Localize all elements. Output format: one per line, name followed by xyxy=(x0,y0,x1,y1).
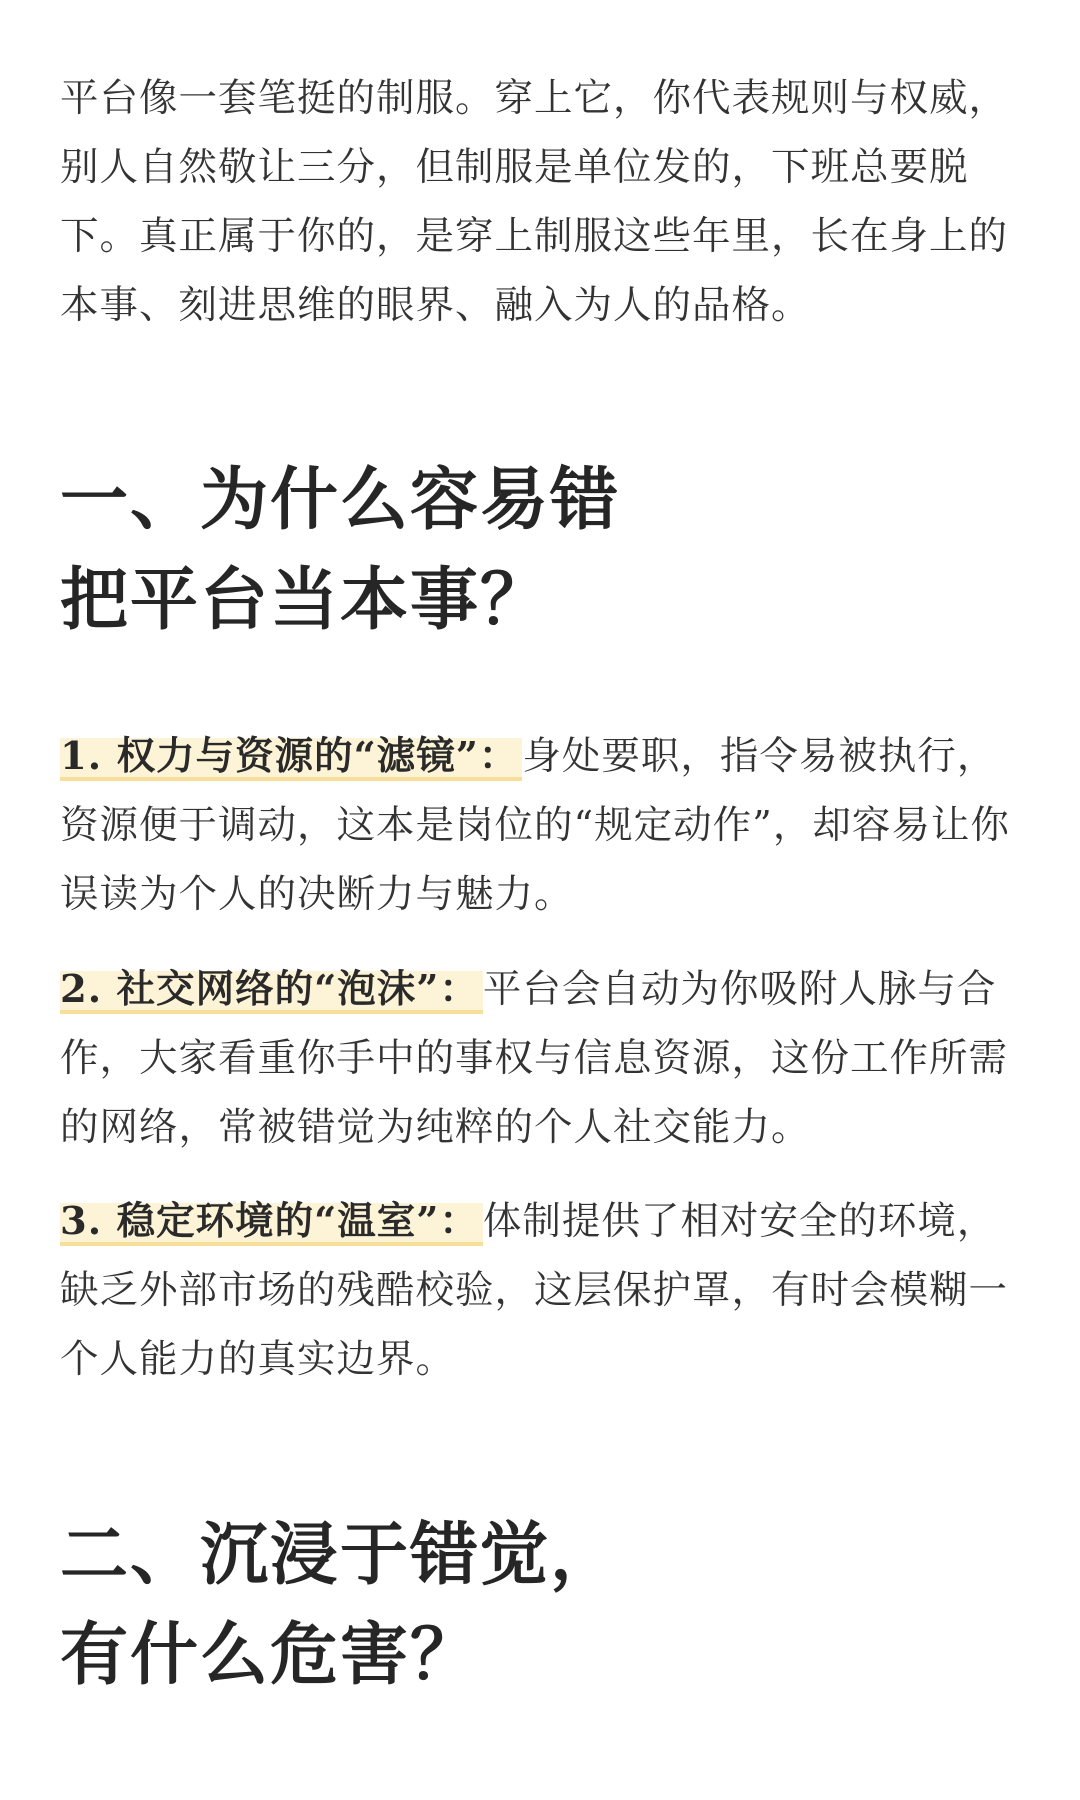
point-2-text: 平台会自动为你吸附人脉与合作，大家看重你手中的事权与信息资源，这份工作所需的网络，常被错觉为纯粹的个人社交能力。 xyxy=(60,967,1009,1150)
section-1-heading-line-1: 一、为什么容易错 xyxy=(60,460,621,540)
point-item-3 xyxy=(60,1187,1030,1394)
point-item-1 xyxy=(60,722,1030,929)
point-3-text: 体制提供了相对安全的环境，缺乏外部市场的残酷校验，这层保护罩，有时会模糊一个人能力的真实边界。 xyxy=(60,1199,1009,1382)
section-1-heading xyxy=(60,450,1020,650)
point-1-highlight-label: 1. 权力与资源的“滤镜”： xyxy=(60,734,522,781)
point-2-highlight-label: 2. 社交网络的“泡沫”： xyxy=(60,967,483,1014)
point-1-text: 身处要职，指令易被执行，资源便于调动，这本是岗位的“规定动作”，却容易让你误读为个人的决断力与魅力。 xyxy=(60,734,1010,917)
section-2-heading-line-2: 有什么危害？ xyxy=(60,1615,481,1695)
section-2-heading-line-1: 二、沉浸于错觉， xyxy=(60,1515,621,1595)
point-3-highlight-label: 3. 稳定环境的“温室”： xyxy=(60,1199,483,1246)
section-1-heading-line-2: 把平台当本事？ xyxy=(60,560,551,640)
point-item-2 xyxy=(60,955,1030,1162)
section-2-heading xyxy=(60,1505,1020,1705)
intro-paragraph: 平台像一套笔挺的制服。穿上它，你代表规则与权威，别人自然敬让三分，但制服是单位发的，下班总要脱下。真正属于你的，是穿上制服这些年里，长在身上的本事、刻进思维的眼界、融入为人的品格。 xyxy=(60,76,1009,328)
